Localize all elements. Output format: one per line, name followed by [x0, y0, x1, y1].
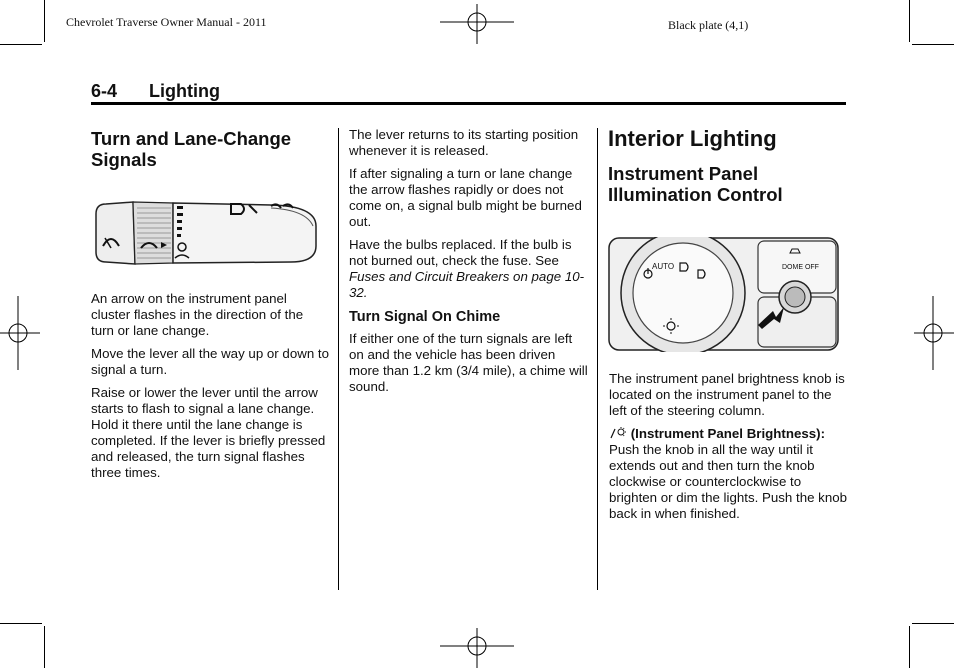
auto-label: AUTO: [652, 262, 675, 271]
paragraph: If after signaling a turn or lane change the arrow flashes rapidly or does not come on, a signal bulb might be burned out.: [349, 166, 582, 229]
paragraph-text: Have the bulbs replaced. If the bulb is not burned out, check the fuse. See: [349, 237, 572, 268]
term-label: (Instrument Panel Brightness):: [630, 426, 826, 441]
dome-off-label: DOME OFF: [782, 264, 819, 271]
paragraph-text: Push the knob in all the way until it extends out and then turn the knob clockwise or counterclockwise to brighten or dim the lights. Push the knob back in when finished.: [609, 442, 848, 521]
crop-mark: [0, 623, 42, 624]
running-header-right: Black plate (4,1): [668, 18, 749, 32]
crop-mark: [912, 623, 954, 624]
column-3: [608, 126, 848, 205]
section-number: 6-4: [91, 81, 118, 101]
panel-brightness-icon: [609, 427, 627, 439]
subheading-chime: Turn Signal On Chime: [349, 309, 501, 325]
lever-illustration: [91, 196, 319, 270]
heading-turn-signals: Turn and Lane-Change Signals: [91, 128, 292, 170]
crop-mark: [0, 44, 42, 45]
heading-interior-lighting: Interior Lighting: [608, 126, 777, 151]
column-divider: [338, 128, 339, 590]
crop-mark: [44, 0, 45, 42]
running-header-left: Chevrolet Traverse Owner Manual - 2011: [66, 15, 267, 29]
paragraph: The lever returns to its starting position whenever it is released.: [349, 127, 579, 158]
registration-mark-top: [440, 4, 514, 44]
paragraph: [349, 237, 589, 301]
crop-mark: [44, 626, 45, 668]
illumination-control-illustration: [608, 237, 840, 352]
heading-illumination-control: Instrument Panel Illumination Control: [608, 163, 783, 205]
crop-mark: [909, 0, 910, 42]
registration-mark-bottom: [440, 628, 514, 668]
column-3-body: [609, 371, 849, 529]
section-title: Lighting: [149, 81, 220, 101]
paragraph: Raise or lower the lever until the arrow starts to flash to signal a lane change. Hold it there until the lane change is completed. If the lever is briefly pressed and released, the turn signal flashes three times.: [91, 385, 326, 480]
section-rule: [91, 102, 846, 105]
column-2: [349, 127, 589, 402]
crop-mark: [909, 626, 910, 668]
paragraph: Move the lever all the way up or down to signal a turn.: [91, 346, 329, 377]
paragraph: [609, 426, 849, 522]
column-divider: [597, 128, 598, 590]
cross-reference-link[interactable]: Fuses and Circuit Breakers on page 10-32.: [349, 269, 585, 300]
crop-mark: [912, 44, 954, 45]
paragraph: An arrow on the instrument panel cluster flashes in the direction of the turn or lane change.: [91, 291, 304, 338]
registration-mark-left: [0, 296, 40, 370]
column-1: [91, 128, 329, 170]
paragraph: The instrument panel brightness knob is located on the instrument panel to the left of the steering column.: [609, 371, 845, 418]
registration-mark-right: [914, 296, 954, 370]
column-1-body: [91, 291, 329, 488]
paragraph: If either one of the turn signals are left on and the vehicle has been driven more than 1.2 km (3/4 mile), a chime will sound.: [349, 331, 588, 394]
